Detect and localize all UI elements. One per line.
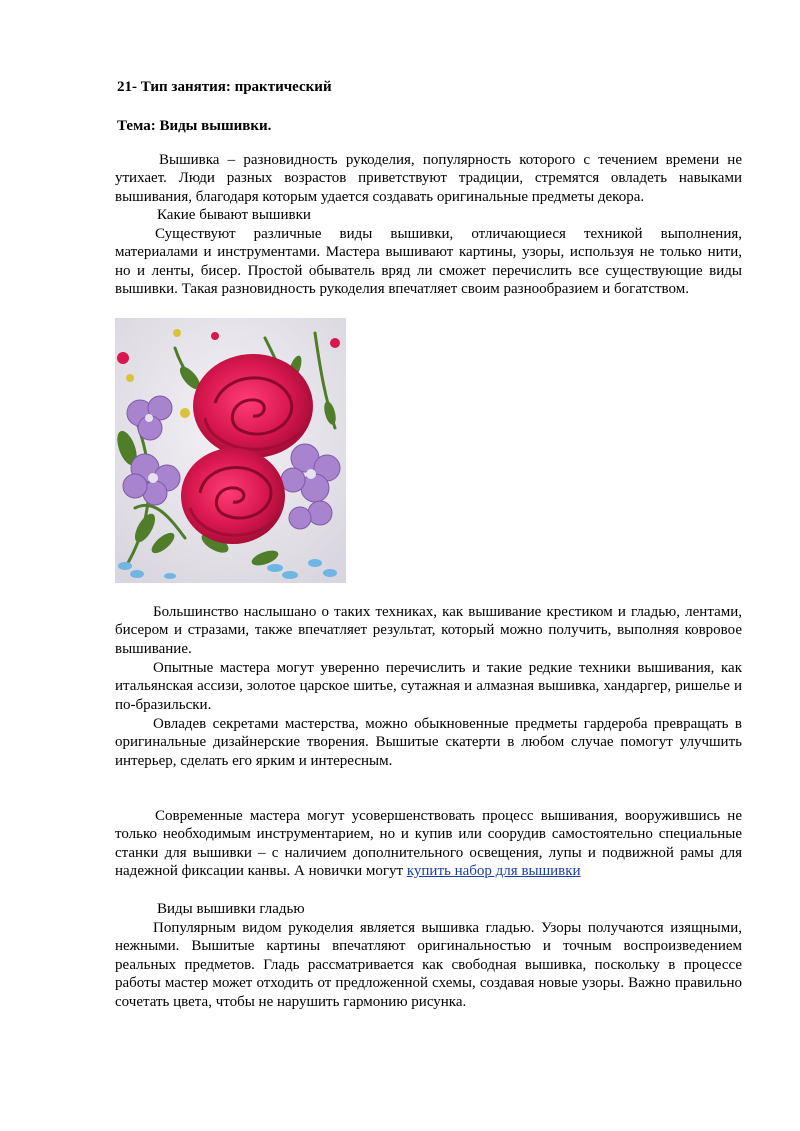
subheading-satin-stitch: Виды вышивки гладью <box>157 901 305 917</box>
lesson-title: 21- Тип занятия: практический <box>117 79 332 95</box>
subheading-types: Какие бывают вышивки <box>157 207 311 223</box>
buy-embroidery-kit-link[interactable]: купить набор для вышивки <box>406 863 581 880</box>
body-paragraph-3: Большинство наслышано о таких техниках, как вышивание крестиком и гладью, лентами, бисером и стразами, также впечатляет результат, который можно получить, выполняя ковровое вышивание. <box>115 604 742 657</box>
body-paragraph-4: Опытные мастера могут уверенно перечислить и такие редкие техники вышивания, как итальянская ассизи, золотое царское шитье, сутажная и алмазная вышивка, хандаргер, ришелье и по-бразильски. <box>115 660 742 713</box>
body-paragraph-6 <box>115 807 742 881</box>
embroidered-roses-photo <box>115 318 346 583</box>
lesson-topic: Тема: Виды вышивки. <box>117 118 272 134</box>
body-paragraph-5: Овладев секретами мастерства, можно обыкновенные предметы гардероба превращать в оригинальные дизайнерские творения. Вышитые скатерти в любом случае помогут улучшить интерьер, сделать его ярким и интересным. <box>115 716 742 769</box>
intro-paragraph-1: Вышивка – разновидность рукоделия, популярность которого с течением времени не утихает. Люди разных возрастов приветствуют традиции, стремятся овладеть навыками вышивания, благодаря которым удается создавать оригинальные предметы декора. <box>115 152 742 205</box>
paragraph-6-text: Современные мастера могут усовершенствовать процесс вышивания, вооружившись не только необходимым инструментарием, но и купив или соорудив самостоятельно специальные станки для вышивки – с наличием дополнительного освещения, лупы и подвижной рамы для надежной фиксации канвы. А новички могут <box>115 808 742 880</box>
intro-paragraph-2: Существуют различные виды вышивки, отличающиеся техникой выполнения, материалами и инструментами. Мастера вышивают картины, узоры, используя не только нити, но и ленты, бисер. Простой обыватель вряд ли сможет перечислить все существующие виды вышивки. Такая разновидность рукоделия впечатляет своим разнообразием и богатством. <box>115 226 742 298</box>
body-paragraph-7: Популярным видом рукоделия является вышивка гладью. Узоры получаются изящными, нежными. Вышитые картины впечатляют оригинальностью и точным воспроизведением реальных предметов. Гладь рассматривается как свободная вышивка, поскольку в процессе работы мастер может отходить от предложенной схемы, создавая новые узоры. Важно правильно сочетать цвета, чтобы не нарушить гармонию рисунка. <box>115 920 742 1010</box>
